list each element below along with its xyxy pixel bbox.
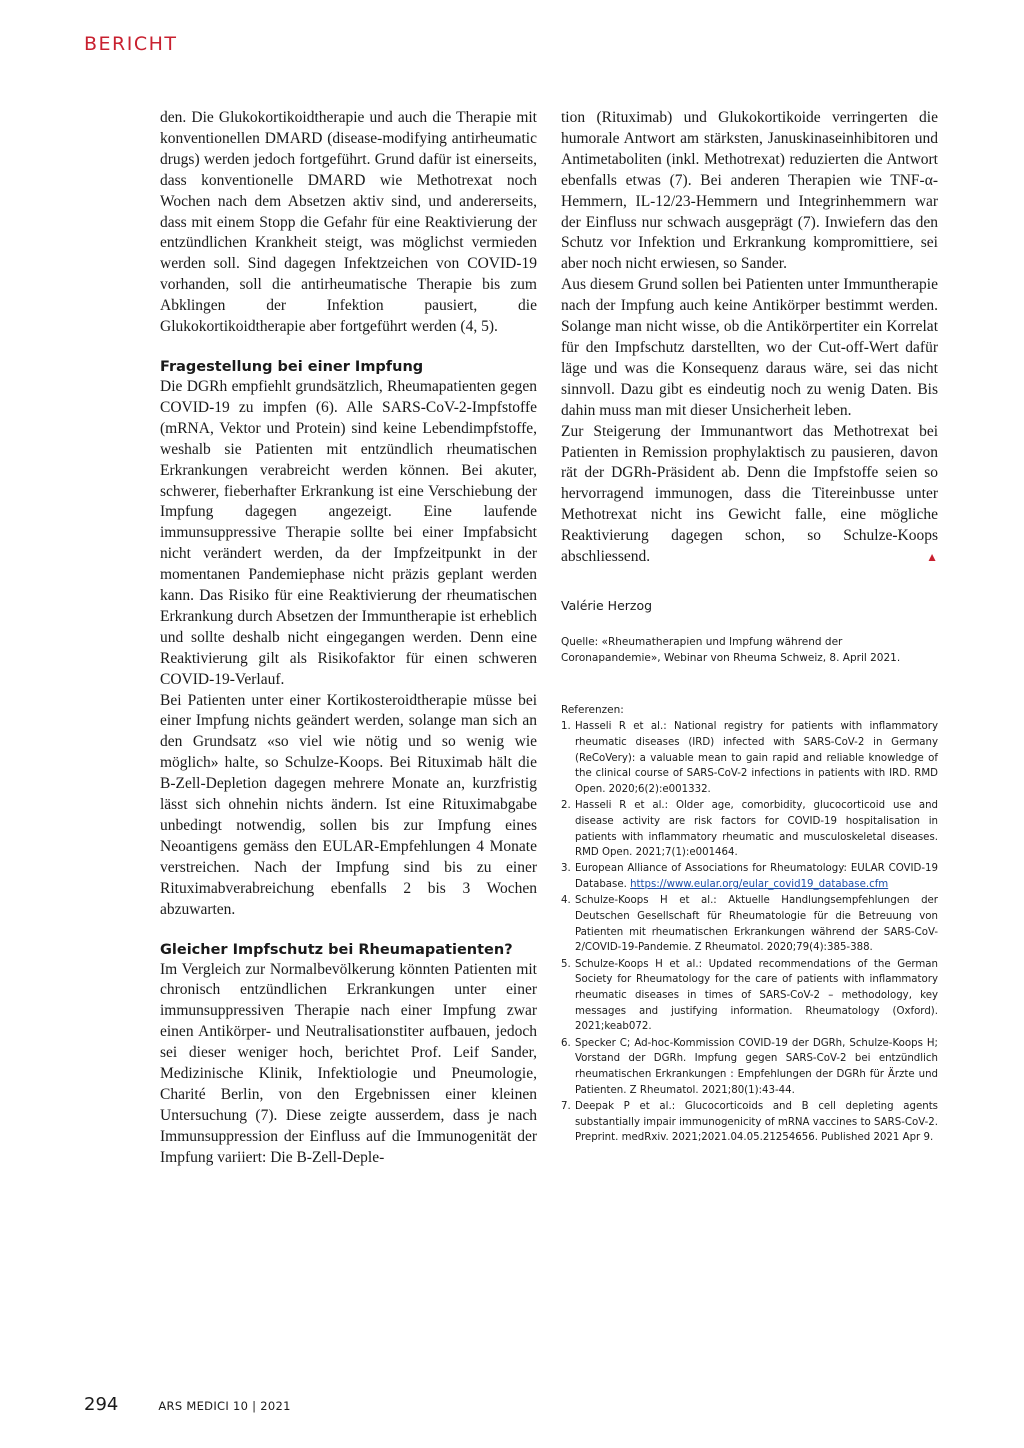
page-footer	[84, 1394, 291, 1415]
reference-body: Specker C; Ad-hoc-Kommission COVID-19 der DGRh, Schulze-Koops H; Vorstand der DGRh. Impfung gegen SARS-CoV-2 bei entzündlich rheumatischen Erkrankungen : Empfehlungen der DGRh für Ärzte und Patienten. Z Rheumatol. 2021;80(1):43-44.	[575, 1037, 938, 1096]
reference-text	[575, 957, 938, 1036]
reference-body: Schulze-Koops H et al.: Updated recommendations of the German Society for Rheumatology for the care of patients with inflammatory rheumatic diseases in times of SARS-CoV-2 – methodology, key messages and justifying information. Rheumatology (Oxford). 2021;keab072.	[575, 958, 938, 1033]
paragraph-text: Zur Steigerung der Immunantwort das Methotrexat bei Patienten in Remission prophylaktisch zu pausieren, davon rät der DGRh-Präsident ab. Denn die Impfstoffe seien so hervorragend immunogen, dass die Titereinbusse unter Methotrexat nicht ins Gewicht falle, eine mögliche Reaktivierung dagegen schon, so Schulze-Koops abschliessend.	[561, 422, 938, 566]
reference-link[interactable]: https://www.eular.org/eular_covid19_database.cfm	[630, 879, 889, 891]
author: Valérie Herzog	[561, 597, 653, 613]
paragraph: Bei Patienten unter einer Kortikosteroidtherapie müsse bei einer Impfung nichts geändert werden, solange man sich an den Grundsatz «so viel wie nötig und so wenig wie möglich» halte, so Schulze-Koops. Bei Rituximab hält die B-Zell-Depletion dagegen mehrere Monate an, kurzfristig lässt sich ohnehin nichts ändern. Ist eine Rituximabgabe unbedingt notwendig, sollen bis zur Impfung eines Neoantigens gemäss den EULAR-Empfehlungen 4 Monate verstreichen. Nach der Impfung sind bis zu einer Rituximabverabreichung ebenfalls 2 bis 3 Wochen abzuwarten.	[160, 691, 537, 918]
reference-text	[575, 861, 938, 892]
references-list	[561, 719, 938, 1146]
reference-body: Hasseli R et al.: National registry for patients with inflammatory rheumatic diseases (IRD) infected with SARS-CoV-2 in Germany (ReCoVery): a valuable mean to gain rapid and reliable knowledge of the clinical course of SARS-CoV-2 infections in patients with IRD. RMD Open. 2020;6(2):e001332.	[575, 721, 938, 795]
reference-text	[575, 893, 938, 956]
end-of-article-icon: ▲	[926, 550, 938, 565]
subheading: Gleicher Impfschutz bei Rheumapatienten?	[160, 941, 513, 958]
paragraph: Aus diesem Grund sollen bei Patienten unter Immuntherapie nach der Impfung auch keine Antikörper bestimmt werden. Solange man nicht wisse, ob die Antikörpertiter ein Korrelat für den Impfschutz darstellten, wo der Cut-off-Wert dafür läge und was die Konsequenz daraus wäre, sei das nicht sinnvoll. Dazu gibt es eindeutig noch zu wenig Daten. Bis dahin muss man mit dieser Unsicherheit leben.	[561, 276, 938, 419]
reference-item	[561, 719, 938, 798]
reference-body: Deepak P et al.: Glucocorticoids and B cell depleting agents substantially impair immunogenicity of mRNA vaccines to SARS-CoV-2. Preprint. medRxiv. 2021;2021.04.05.21254656. Published 2021 Apr 9.	[575, 1101, 938, 1144]
reference-item	[561, 957, 938, 1036]
paragraph: Im Vergleich zur Normalbevölkerung könnten Patienten mit chronisch entzündlichen Erkrankungen unter einer immunsuppressiven Therapie nach einer Impfung zwar einen Antikörper- und Neutralisationstiter aufbauen, jedoch sei dieser weniger hoch, berichtet Prof. Leif Sander, Medizinische Klinik, Infektiologie und Pneumologie, Charité Berlin, von den Ergebnissen einer kleinen Untersuchung (7). Diese zeigte ausserdem, dass je nach Immunsuppression der Einfluss auf die Immunogenität der Impfung variiert: Die B-Zell-Deple-	[160, 960, 537, 1166]
reference-number: 6.	[561, 1037, 571, 1049]
reference-item	[561, 861, 938, 892]
right-column	[561, 108, 938, 1147]
reference-body: European Alliance of Associations for Rheumatology: EULAR COVID-19 Database.	[575, 863, 938, 891]
journal-issue: ARS MEDICI 10 | 2021	[158, 1399, 291, 1413]
references-title: Referenzen:	[561, 704, 624, 717]
reference-item	[561, 1099, 938, 1146]
reference-number: 3.	[561, 863, 571, 875]
reference-number: 7.	[561, 1101, 571, 1112]
reference-item	[561, 798, 938, 861]
left-column	[160, 108, 537, 1169]
section-label: BERICHT	[84, 33, 178, 55]
reference-number: 1.	[561, 721, 571, 733]
page-number: 294	[84, 1394, 119, 1415]
subheading: Fragestellung bei einer Impfung	[160, 358, 424, 375]
reference-number: 4.	[561, 895, 571, 907]
reference-number: 5.	[561, 958, 571, 970]
reference-text	[575, 1036, 938, 1099]
paragraph: den. Die Glukokortikoidtherapie und auch die Therapie mit konventionellen DMARD (disease-modifying antirheumatic drugs) werden jedoch fortgeführt. Grund dafür ist einerseits, dass konventionelle DMARD wie Methotrexat noch Wochen nach dem Absetzen aktiv sind, und andererseits, dass mit einem Stopp die Gefahr für eine Reaktivierung der entzündlichen Krankheit steigt, was möglichst vermieden werden soll. Sind dagegen Infektzeichen von COVID-19 vorhanden, soll die antirheumatische Therapie bis zum Abklingen der Infektion pausiert, die Glukokortikoidtherapie aber fortgeführt werden (4, 5).	[160, 109, 537, 336]
reference-text	[575, 1099, 938, 1146]
paragraph-final	[561, 422, 938, 568]
reference-item	[561, 893, 938, 956]
reference-item	[561, 1036, 938, 1099]
reference-body: Schulze-Koops H et al.: Aktuelle Handlungsempfehlungen der Deutschen Gesellschaft für Rheumatologie für die Betreuung von Patienten mit rheumatischen Erkrankungen während der SARS-CoV-2/COVID-19-Pandemie. Z Rheumatol. 2020;79(4):385-388.	[575, 895, 938, 954]
reference-text	[575, 798, 938, 861]
paragraph: Die DGRh empfiehlt grundsätzlich, Rheumapatienten gegen COVID-19 zu impfen (6). Alle SARS-CoV-2-Impfstoffe (mRNA, Vektor und Protein) sind keine Lebendimpfstoffe, weshalb sie Patienten mit entzündlich rheumatischen Erkrankungen verabreicht werden können. Bei akuter, schwerer, fieberhafter Erkrankung ist eine Verschiebung der Impfung dagegen angezeigt. Eine laufende immunsuppressive Therapie sollte bei einer Impfabsicht nicht verändert werden, da der Impfzeitpunkt in der momentanen Pandemiephase nicht präzis geplant werden kann. Das Risiko für eine Reaktivierung der rheumatischen Erkrankung durch Absetzen der Immuntherapie ist erheblich und sollte deshalb nicht eingegangen werden. Denn eine Reaktivierung gilt als Risikofaktor für einen schweren COVID-19-Verlauf.	[160, 377, 537, 688]
source-note: Quelle: «Rheumatherapien und Impfung während der Coronapandemie», Webinar von Rheuma Schweiz, 8. April 2021.	[561, 635, 901, 664]
reference-number: 2.	[561, 800, 571, 812]
paragraph: tion (Rituximab) und Glukokortikoide verringerten die humorale Antwort am stärksten, Januskinaseinhibitoren und Antimetaboliten (inkl. Methotrexat) reduzierten die Antwort ebenfalls etwas (7). Bei anderen Therapien wie TNF-α-Hemmern, IL-12/23-Hemmern und Integrinhemmern war der Einfluss nur schwach ausgeprägt (7). Inwiefern das den Schutz vor Infektion und Erkrankung kompromittiere, sei aber noch nicht erwiesen, so Sander.	[561, 109, 938, 273]
reference-text	[575, 719, 938, 798]
reference-body: Hasseli R et al.: Older age, comorbidity, glucocorticoid use and disease activity are risk factors for COVID-19 hospitalisation in patients with inflammatory rheumatic and musculoskeletal diseases. RMD Open. 2021;7(1):e001464.	[575, 800, 938, 859]
